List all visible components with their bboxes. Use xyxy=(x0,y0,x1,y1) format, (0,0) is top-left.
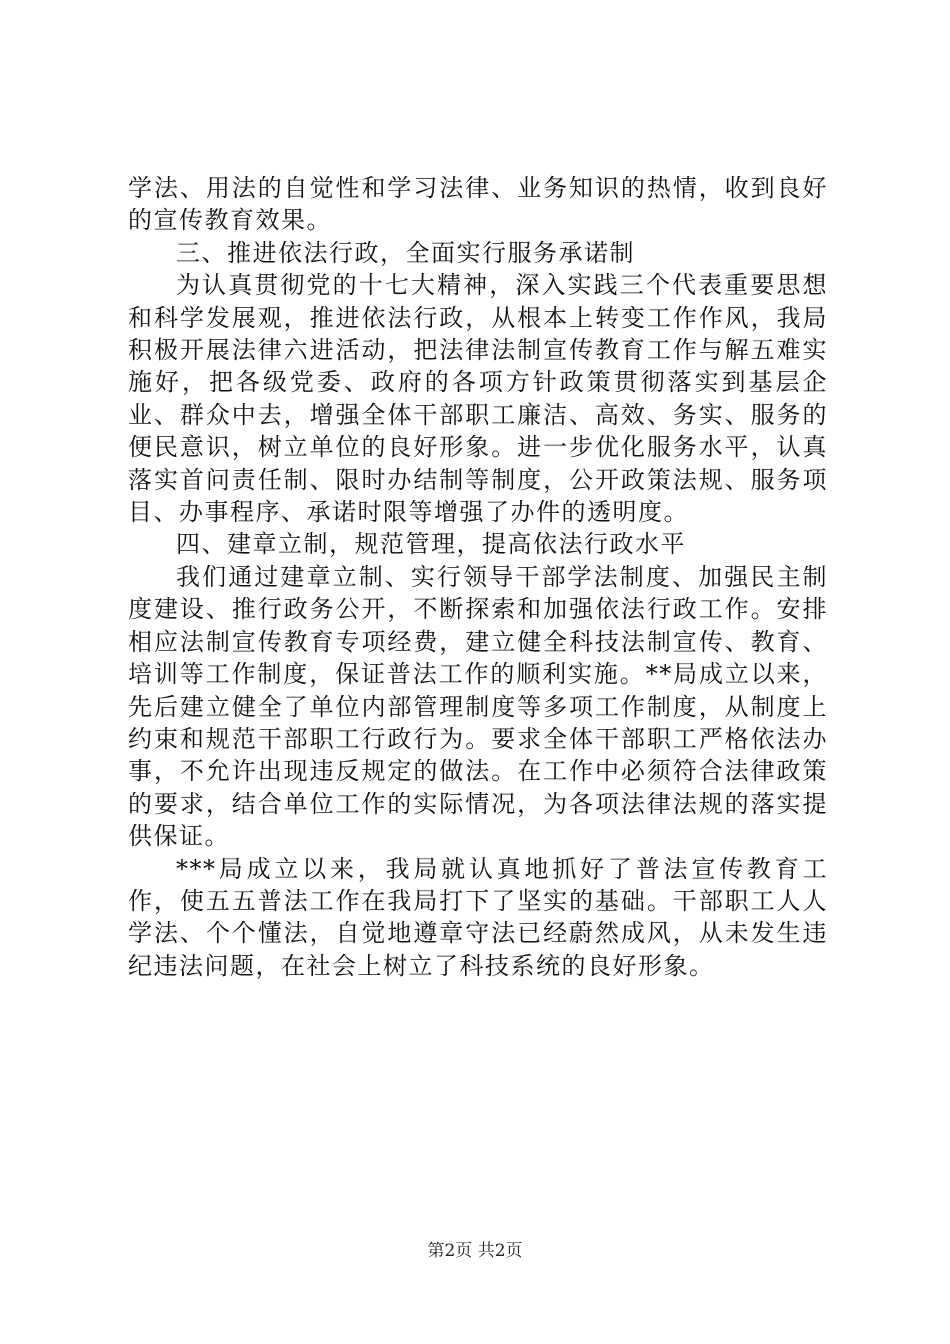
document-body xyxy=(128,172,828,982)
paragraph-conclusion: ***局成立以来，我局就认真地抓好了普法宣传教育工作，使五五普法工作在我局打下了坚实的基础。干部职工人人学法、个个懂法，自觉地遵章守法已经蔚然成风，从未发生违纪违法问题，在社会上树立了科技系统的良好形象。 xyxy=(128,854,828,980)
paragraph-continuation: 学法、用法的自觉性和学习法律、业务知识的热情，收到良好的宣传教育效果。 xyxy=(128,174,828,235)
section-heading-4: 四、建章立制，规范管理，提高依法行政水平 xyxy=(176,530,686,559)
page-footer: 第2页 共2页 xyxy=(427,1241,523,1261)
section-heading-3: 三、推进依法行政，全面实行服务承诺制 xyxy=(176,238,635,267)
paragraph-section-4: 我们通过建章立制、实行领导干部学法制度、加强民主制度建设、推行政务公开，不断探索和加强依法行政工作。安排相应法制宣传教育专项经费，建立健全科技法制宣传、教育、培训等工作制度，保证普法工作的顺利实施。**局成立以来，先后建立健全了单位内部管理制度等多项工作制度，从制度上约束和规范干部职工行政行为。要求全体干部职工严格依法办事，不允许出现违反规定的做法。在工作中必须符合法律政策的要求，结合单位工作的实际情况，为各项法律法规的落实提供保证。 xyxy=(128,562,828,851)
paragraph-section-3: 为认真贯彻党的十七大精神，深入实践三个代表重要思想和科学发展观，推进依法行政，从根本上转变工作作风，我局积极开展法律六进活动，把法律法制宣传教育工作与解五难实施好，把各级党委、政府的各项方针政策贯彻落实到基层企业、群众中去，增强全体干部职工廉洁、高效、务实、服务的便民意识，树立单位的良好形象。进一步优化服务水平，认真落实首问责任制、限时办结制等制度，公开政策法规、服务项目、办事程序、承诺时限等增强了办件的透明度。 xyxy=(128,271,828,527)
